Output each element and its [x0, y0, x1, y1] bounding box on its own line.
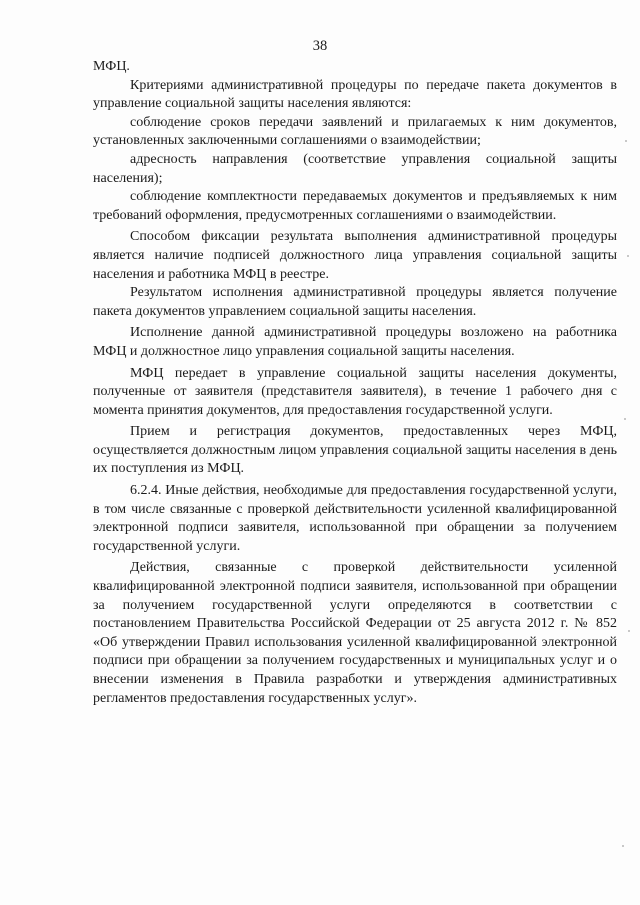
paragraph-result: Результатом исполнения административной процедуры является получение пакета документов управлением социальной защиты населения.: [93, 285, 617, 319]
scan-speck: [628, 630, 630, 632]
paragraph-responsible: Исполнение данной административной процедуры возложено на работника МФЦ и должностное лицо управления социальной защиты населения.: [93, 325, 617, 359]
scan-speck: [625, 140, 627, 142]
body-text: [93, 58, 617, 708]
paragraph-criterion-completeness: соблюдение комплектности передаваемых документов и предъявляемых к ним требований оформления, предусмотренных соглашениями о взаимодействии.: [93, 189, 617, 223]
paragraph-fixation-method: Способом фиксации результата выполнения административной процедуры является наличие подписей должностного лица управления социальной защиты населения и работника МФЦ в реестре.: [93, 229, 617, 282]
scan-speck: [627, 255, 629, 257]
paragraph-registration: Прием и регистрация документов, предоставленных через МФЦ, осуществляется должностным лицом управления социальной защиты населения в день их поступления из МФЦ.: [93, 424, 617, 477]
paragraph-criteria: Критериями административной процедуры по передаче пакета документов в управление социальной защиты населения являются:: [93, 77, 617, 112]
scan-speck: [622, 845, 624, 847]
paragraph-transfer: МФЦ передает в управление социальной защиты населения документы, полученные от заявителя (представителя заявителя), в течение 1 рабочего дня с момента принятия документов, для предоставления государственной услуги.: [93, 365, 617, 418]
paragraph-criterion-addressing: адресность направления (соответствие управления социальной защиты населения);: [93, 151, 617, 186]
paragraph-signature-check: Действия, связанные с проверкой действительности усиленной квалифицированной электронной подписи заявителя, использованной при обращении за получением государственной услуги определяются в соответствии с постановлением Правительства Российской Федерации от 25 августа 2012 г. № 852 «Об утверждении Правил использования усиленной квалифицированной электронной подписи при обращении за получением государственных и муниципальных услуг и о внесении изменения в Правила разработки и утверждения административных регламентов предоставления государственных услуг».: [93, 560, 617, 706]
paragraph-section-6-2-4: 6.2.4. Иные действия, необходимые для предоставления государственной услуги, в том числе связанные с проверкой действительности усиленной квалифицированной электронной подписи заявителя, использованной при обращении за получением государственной услуги.: [93, 483, 617, 554]
page-number: 38: [312, 38, 328, 54]
paragraph-criterion-deadlines: соблюдение сроков передачи заявлений и прилагаемых к ним документов, установленных заключенными соглашениями о взаимодействии;: [93, 114, 617, 149]
scan-speck: [624, 418, 626, 420]
paragraph-continuation: МФЦ.: [93, 59, 130, 74]
